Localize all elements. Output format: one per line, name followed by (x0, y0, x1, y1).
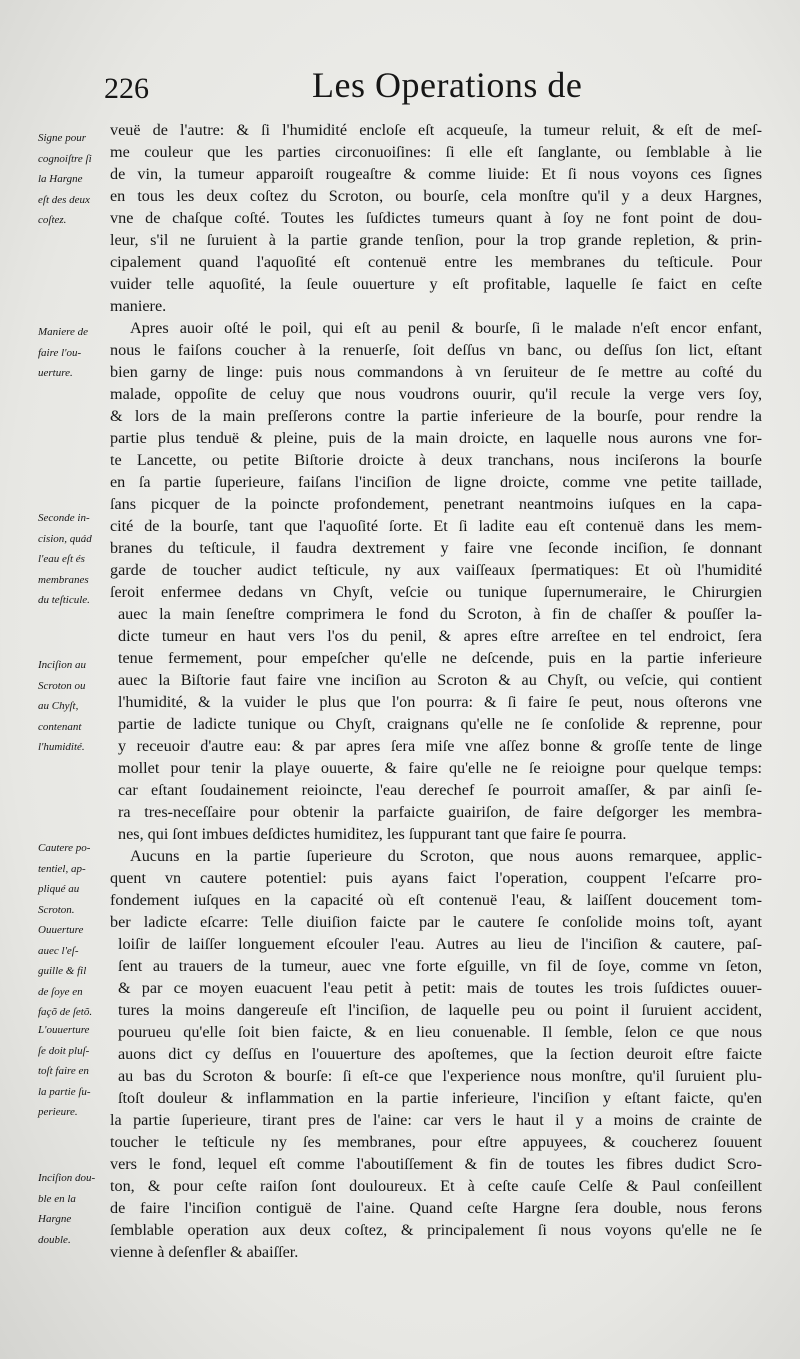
text-line: ſans picquer de la poincte profondement, penetrant neantmoins iuſques en la capa- (110, 495, 762, 513)
text-line: ton, & pour ceſte raiſon ſont douloureux. Et à ceſte cauſe Celſe & Paul conſeillent (110, 1177, 762, 1195)
text-line: nes, qui ſont imbues deſdictes humiditez, les ſuppurant tant que faire ſe pourra. (118, 825, 627, 843)
text-line: & lors de la main preſſerons contre la partie inferieure de la bourſe, pour rendre la (110, 407, 762, 425)
text-line: vers le fond, lequel eſt comme l'aboutiſſement & fin de toutes les fibres dudict Scro- (110, 1155, 762, 1173)
text-line: Aucuns en la partie ſuperieure du Scroton, que nous auons remarquee, applic- (130, 847, 762, 865)
text-line: auons dict cy deſſus en l'ouuerture des apoſtemes, que la ſection deuroit eſtre faicte (118, 1045, 762, 1063)
text-line: auec la Biſtorie faut faire vne inciſion au Scroton & au Chyſt, ou veſcie, qui contient (118, 671, 762, 689)
margin-note: Inciſion au Scroton ou au Chyſt, contenant l'humidité. (38, 659, 86, 753)
text-line: me couleur que les parties circonuoiſines: ſi elle eſt ſanglante, ou ſemblable à lie (110, 143, 762, 161)
text-line: auec la main ſeneſtre comprimera le fond du Scroton, à fin de chaſſer & pouſſer la- (118, 605, 762, 623)
text-line: car eſtant ſoudainement reioincte, l'eau derechef ſe pourroit amaſſer, & par ainſi ſe- (118, 781, 762, 799)
margin-note: L'ouuerture ſe doit pluſ- toſt faire en la partie ſu- perieure. (38, 1024, 91, 1118)
text-line: cipalement quand l'aquoſité eſt contenuë entre les membranes du teſticule. Pour (110, 253, 762, 271)
text-line: partie plus tenduë & pleine, puis de la main droicte, en laquelle nous aurons vne for- (110, 429, 762, 447)
text-line: en tous les deux coſtez du Scroton, ou bourſe, cela monſtre qu'il y a deux Hargnes, (110, 187, 762, 205)
text-line: en ſa partie ſuperieure, faiſans l'inciſion de ligne droicte, comme vne petite taillade, (110, 473, 762, 491)
text-line: au bas du Scroton & bourſe: ſi eſt-ce que l'experience nous monſtre, qu'il ſuruient plu- (118, 1067, 762, 1085)
text-line: branes du teſticule, il faudra dextrement y faire vne ſeconde inciſion, ſe donnant (110, 539, 762, 557)
text-line: dicte tumeur en haut vers l'os du penil, & apres eſtre arreſtee en tel endroict, ſera (118, 627, 762, 645)
text-line: Apres auoir oſté le poil, qui eſt au penil & bourſe, ſi le malade n'eſt encor enfant, (130, 319, 762, 337)
page-header (0, 62, 800, 110)
text-line: malade, oppoſite de celuy que nous voudrons ouurir, qu'il recule la verge vers ſoy, (110, 385, 762, 403)
text-line: & par ce moyen euacuent l'eau petit à petit: mais de toutes les trois ſuſdictes ouuer- (118, 979, 762, 997)
margin-note: Inciſion dou- ble en la Hargne double. (38, 1172, 96, 1246)
text-line: nous le faiſons coucher à la renuerſe, ſoit deſſus vn banc, ou deſſus ſon lict, eſtant (110, 341, 762, 359)
text-line: de vin, la tumeur apparoiſt rougeaſtre & comme liuide: Et ſi nous voyons ces ſignes (110, 165, 762, 183)
margin-note: Signe pour cognoiſtre ſi la Hargne eſt des deux coſtez. (38, 132, 92, 226)
page-number: 226 (104, 72, 149, 105)
text-line: mollet pour tenir la playe ouuerte, & faire qu'elle ne ſe reioigne pour quelque temps: (118, 759, 762, 777)
text-line: l'humidité, & la vuider le plus que l'on pourra: & ſi faire ſe peut, nous oſterons vne (118, 693, 762, 711)
text-line: fondement iuſques en la capacité où eſt contenuë l'eau, & laiſſent doucement tom- (110, 891, 762, 909)
text-line: ſent au trauers de la tumeur, auec vne forte eſguille, vn fil de ſoye, comme vn ſeton, (118, 957, 762, 975)
text-line: y receuoir d'autre eau: & par apres ſera miſe vne aſſez bonne & groſſe tente de linge (118, 737, 762, 755)
text-line: quent vn cautere potentiel: puis ayans faict l'operation, couppent l'eſcarre pro- (110, 869, 762, 887)
text-line: vne de chaſque coſté. Toutes les ſuſdictes tumeurs quant à ſoy ne font point de dou- (110, 209, 762, 227)
text-line: te Lancette, ou petite Biſtorie droicte à deux tranchans, nous inciſerons la bourſe (110, 451, 762, 469)
text-line: tures la moins dangereuſe eſt l'inciſion, de laquelle peu ou point il ſuruient accident, (118, 1001, 762, 1019)
text-line: la partie ſuperieure, tirant pres de l'aine: car vers le haut il y a moins de crainte de (110, 1111, 762, 1129)
text-line: ſtoſt douleur & inflammation en la partie inferieure, l'inciſion y eſtant faicte, qu'en (118, 1089, 762, 1107)
text-line: maniere. (110, 297, 167, 315)
text-line: leur, s'il ne ſuruient à la partie grande tenſion, pour la trop grande repletion, & prin- (110, 231, 762, 249)
text-line: toucher le teſticule ny ſes membranes, pour eſtre appuyees, & coucherez ſouuent (110, 1133, 762, 1151)
text-line: tenue fermement, pour empeſcher qu'elle ne deſcende, puis en la partie inferieure (118, 649, 762, 667)
text-line: ſemblable operation aux deux coſtez, & principalement ſi nous voyons qu'elle ne ſe (110, 1221, 762, 1239)
text-line: cité de la bourſe, tant que l'aquoſité ſorte. Et ſi ladite eau eſt contenuë dans les mem- (110, 517, 762, 535)
text-line: vienne à deſenfler & abaiſſer. (110, 1243, 299, 1261)
text-line: partie de ladicte tunique ou Chyſt, craignans qu'elle ne ſe conſolide & reprenne, pour (118, 715, 762, 733)
running-title: Les Operations de (312, 65, 583, 105)
text-line: garde de toucher audict teſticule, ny aux vaiſſeaux ſpermatiques: Et où l'humidité (110, 561, 762, 579)
margin-note: Ouuerture auec l'eſ- guille & fil de ſoye en façõ de ſetõ. (38, 924, 93, 1018)
text-line: vuider telle aquoſité, la ſeule ouuerture y eſt profitable, laquelle ſe faict en ceſte (110, 275, 762, 293)
text-line: pourueu qu'elle ſoit bien faicte, & en lieu conuenable. Il ſemble, ſelon ce que nous (118, 1023, 762, 1041)
text-line: ſeroit enfermee dedans vn Chyſt, veſcie ou tunique ſupernumeraire, le Chirurgien (110, 583, 762, 601)
text-line: ra tres-neceſſaire pour obtenir la parfaicte guairiſon, de faire deſgorger les membra- (118, 803, 762, 821)
margin-note: Cautere po- tentiel, ap- pliqué au Scroton. (38, 842, 91, 916)
text-line: loiſir de laiſſer longuement eſcouler l'eau. Autres au lieu de l'inciſion & cautere, paſ- (118, 935, 762, 953)
text-line: ber ladicte eſcarre: Telle diuiſion faicte par le cautere ſe conſolide moins toſt, ayant (110, 913, 762, 931)
text-line: de faire l'inciſion contiguë de l'aine. Quand ceſte Hargne ſera double, nous ferons (110, 1199, 762, 1217)
margin-note: Seconde in- cision, quád l'eau eſt és membranes du teſticule. (38, 512, 92, 606)
text-line: veuë de l'autre: & ſi l'humidité encloſe eſt acqueuſe, la tumeur reluit, & eſt de meſ- (110, 121, 762, 139)
text-line: bien garny de linge: puis nous commandons à vn ſeruiteur de ſe mettre au coſté du (110, 363, 762, 381)
margin-note: Maniere de faire l'ou- uerture. (38, 326, 88, 379)
